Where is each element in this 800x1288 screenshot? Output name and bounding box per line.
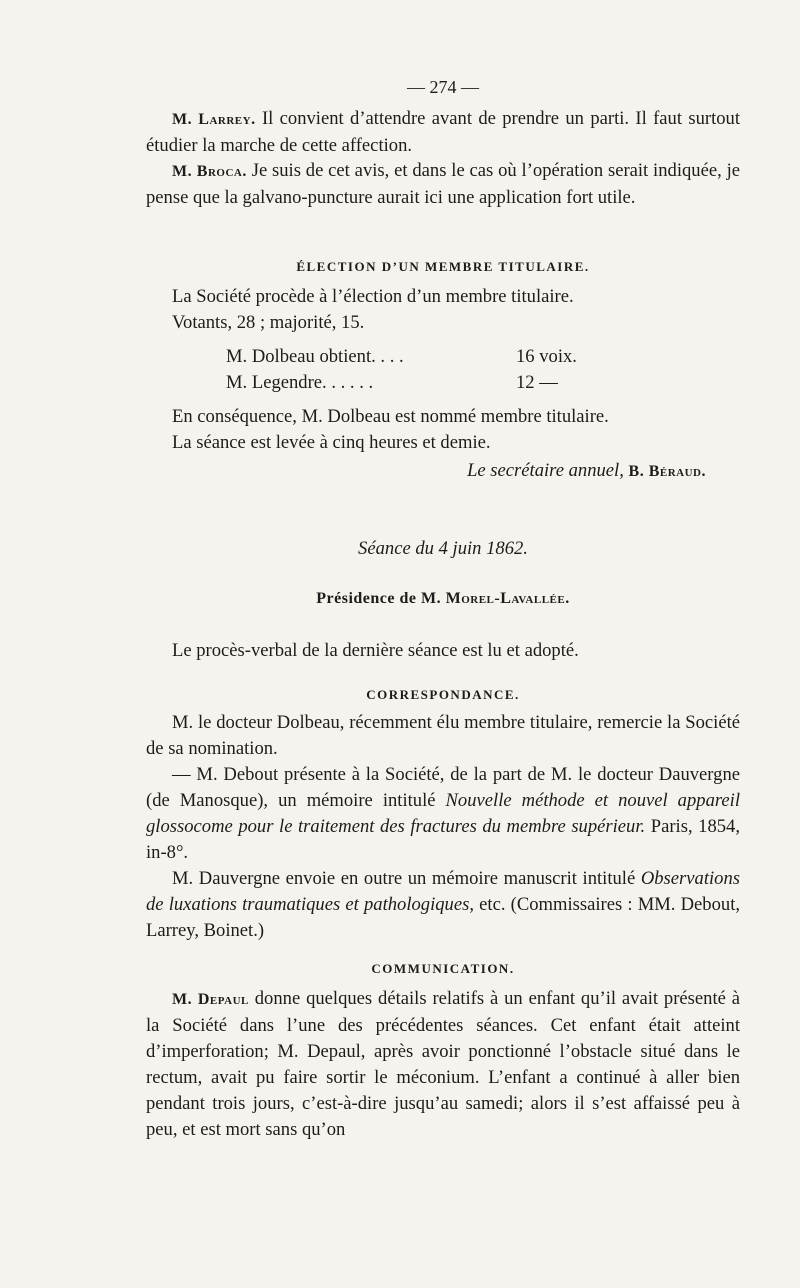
vote-row: [0, 344, 800, 370]
election-tally: Votants, 28 ; majorité, 15.: [172, 312, 365, 333]
communication-heading: COMMUNICATION.: [371, 961, 515, 976]
election-consequence: En conséquence, M. Dolbeau est nommé membre titulaire.: [172, 406, 609, 427]
p3-title: Observations de luxations traumatiques et pathologiques: [146, 868, 740, 915]
session-title: Séance du 4 juin 1862.: [358, 538, 528, 559]
correspondance-p2: [146, 762, 740, 866]
p2-title: Nouvelle méthode et nouvel appareil glossocome pour le traitement des fractures du membre supérieur.: [146, 790, 740, 837]
page-number: — 274 —: [407, 77, 479, 97]
session-closing: La séance est levée à cinq heures et demie.: [172, 432, 491, 453]
correspondance-heading: CORRESPONDANCE.: [366, 687, 520, 702]
broca-paragraph: [146, 158, 740, 211]
communication-paragraph: [146, 986, 740, 1143]
larrey-text: Il convient d’attendre avant de prendre un parti. Il faut surtout étudier la marche de cette affection.: [146, 108, 741, 156]
correspondance-p1: M. le docteur Dolbeau, récemment élu membre titulaire, remercie la Société de sa nomination.: [146, 712, 740, 759]
speaker-depaul: M. Depaul: [172, 991, 249, 1008]
vote-candidate: M. Dolbeau obtient. . . .: [226, 346, 404, 367]
vote-count: 16 voix.: [516, 346, 577, 367]
election-intro: La Société procède à l’élection d’un membre titulaire.: [172, 286, 574, 307]
broca-text: Je suis de cet avis, et dans le cas où l’opération serait indiquée, je pense que la galvano-puncture aurait ici une application fort utile.: [146, 160, 740, 208]
minutes-text: Le procès-verbal de la dernière séance est lu et adopté.: [172, 640, 579, 661]
larrey-paragraph: [146, 106, 740, 159]
signature-name: B. Béraud.: [628, 463, 706, 480]
p3-text-a: M. Dauvergne envoie en outre un mémoire manuscrit intitulé: [172, 868, 636, 889]
presidency-prefix: Présidence de M.: [316, 590, 442, 607]
correspondance-p3: [146, 866, 740, 944]
speaker-broca: M. Broca.: [172, 163, 247, 180]
election-heading: ÉLECTION D’UN MEMBRE TITULAIRE.: [296, 259, 590, 274]
vote-candidate: M. Legendre. . . . . .: [226, 372, 374, 393]
presidency-name: Morel-Lavallée.: [445, 590, 570, 607]
p3-text-b: , etc. (Commissaires : MM. Debout, Larrey, Boinet.): [146, 894, 741, 941]
vote-row: [0, 370, 800, 396]
presidency-line: [146, 586, 740, 612]
p2-text-a: — M. Debout présente à la Société, de la part de M. le docteur Dauvergne (de Manosque), un mémoire intitulé: [146, 764, 740, 811]
signature-role: Le secrétaire annuel,: [467, 460, 624, 481]
p2-text-b: Paris, 1854, in-8°.: [146, 816, 740, 863]
vote-count: 12 —: [516, 372, 558, 393]
speaker-larrey: M. Larrey.: [172, 111, 256, 128]
signature: [146, 458, 740, 485]
communication-text: donne quelques détails relatifs à un enfant qu’il avait présenté à la Société dans l’une des précédentes séances. Cet enfant était atteint d’imperforation; M. Depaul, après avoir ponctionné l’obstacle situé dans le rectum, avait pu faire sortir le méconium. L’enfant a continué à aller bien pendant trois jours, c’est-à-dire jusqu’au samedi; alors il s’est affaissé peu à peu, et est mort sans qu’on: [146, 988, 741, 1140]
